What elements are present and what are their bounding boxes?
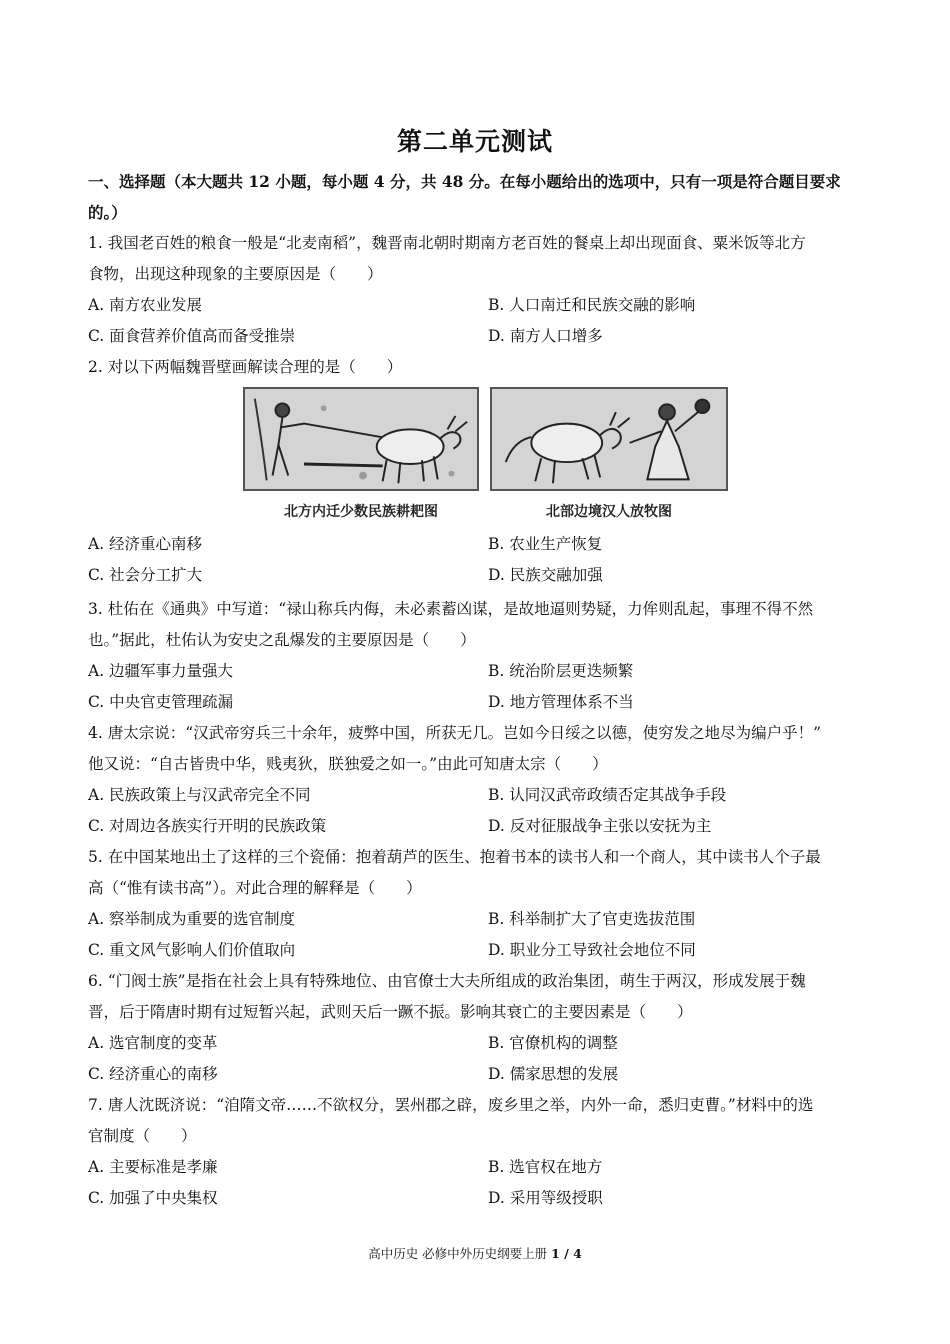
question-5 [88, 842, 868, 966]
question-stem-line: 晋，后于隋唐时期有过短暂兴起，武则天后一蹶不振。影响其衰亡的主要因素是（ ） [88, 1003, 693, 1021]
option-b[interactable]: B. 统治阶层更迭频繁 [488, 662, 634, 680]
option-a[interactable]: A. 南方农业发展 [88, 296, 203, 314]
question-stem-line: 5. 在中国某地出土了这样的三个瓷俑：抱着葫芦的医生、抱着书本的读书人和一个商人，其中读书人个子最 [88, 848, 821, 866]
option-d[interactable]: D. 采用等级授职 [488, 1189, 603, 1207]
option-b[interactable]: B. 农业生产恢复 [488, 535, 603, 553]
mural-figures [88, 383, 868, 529]
option-a[interactable]: A. 主要标准是孝廉 [88, 1158, 218, 1176]
option-d[interactable]: D. 儒家思想的发展 [488, 1065, 619, 1083]
option-a[interactable]: A. 察举制成为重要的选官制度 [88, 910, 296, 928]
ploughing-mural-image [243, 387, 479, 491]
question-stem-line: 官制度（ ） [88, 1127, 197, 1145]
question-stem-line: 也。”据此，杜佑认为安史之乱爆发的主要原因是（ ） [88, 631, 476, 649]
question-2 [88, 352, 868, 591]
option-d[interactable]: D. 地方管理体系不当 [488, 693, 634, 711]
question-stem-line: 4. 唐太宗说：“汉武帝穷兵三十余年，疲弊中国，所获无几。岂如今日绥之以德，使穷发之地尽为编户乎！” [88, 724, 822, 742]
option-d[interactable]: D. 南方人口增多 [488, 327, 603, 345]
option-a[interactable]: A. 边疆军事力量强大 [88, 662, 234, 680]
question-stem-line: 2. 对以下两幅魏晋壁画解读合理的是（ ） [88, 358, 403, 376]
question-stem-line: 3. 杜佑在《通典》中写道：“禄山称兵内侮，未必素蓄凶谋，是故地逼则势疑，力侔则乱起，事理不得不然 [88, 600, 814, 618]
question-stem-line: 7. 唐人沈既济说：“洎隋文帝……不欲权分，罢州郡之辟，废乡里之举，内外一命，悉归吏曹。”材料中的选 [88, 1096, 814, 1114]
option-a[interactable]: A. 选官制度的变革 [88, 1034, 218, 1052]
option-b[interactable]: B. 官僚机构的调整 [488, 1034, 618, 1052]
option-d[interactable]: D. 反对征服战争主张以安抚为主 [488, 817, 712, 835]
option-d[interactable]: D. 民族交融加强 [488, 566, 603, 584]
option-c[interactable]: C. 对周边各族实行开明的民族政策 [88, 817, 327, 835]
herding-mural-image [490, 387, 728, 491]
section-heading: 一、选择题（本大题共 12 小题，每小题 4 分，共 48 分。在每小题给出的选项中，只有一项是符合题目要求的。） [88, 172, 841, 222]
question-6 [88, 966, 868, 1090]
question-3 [88, 594, 868, 718]
question-stem-line: 6. “门阀士族”是指在社会上具有特殊地位、由官僚士大夫所组成的政治集团，萌生于两汉，形成发展于魏 [88, 972, 806, 990]
page-footer [0, 1244, 950, 1262]
option-c[interactable]: C. 经济重心的南移 [88, 1065, 218, 1083]
footer-text: 高中历史 必修中外历史纲要上册 [368, 1246, 552, 1261]
figure-caption-right: 北部边境汉人放牧图 [546, 504, 672, 520]
page-title: 第二单元测试 [396, 127, 553, 156]
question-stem-line: 1. 我国老百姓的粮食一般是“北麦南稻”，魏晋南北朝时期南方老百姓的餐桌上却出现面食、粟米饭等北方 [88, 234, 806, 252]
figure-caption-left: 北方内迁少数民族耕耙图 [284, 504, 438, 520]
option-c[interactable]: C. 中央官吏管理疏漏 [88, 693, 234, 711]
option-b[interactable]: B. 认同汉武帝政绩否定其战争手段 [488, 786, 727, 804]
question-7 [88, 1090, 868, 1214]
option-b[interactable]: B. 人口南迁和民族交融的影响 [488, 296, 696, 314]
question-stem-line: 他又说：“自古皆贵中华，贱夷狄，朕独爱之如一。”由此可知唐太宗（ ） [88, 755, 608, 773]
question-stem-line: 高（“惟有读书高”）。对此合理的解释是（ ） [88, 879, 422, 897]
question-stem-line: 食物，出现这种现象的主要原因是（ ） [88, 265, 383, 283]
option-c[interactable]: C. 面食营养价值高而备受推崇 [88, 327, 296, 345]
option-a[interactable]: A. 经济重心南移 [88, 535, 203, 553]
page-number: 1 / 4 [551, 1246, 582, 1261]
option-c[interactable]: C. 加强了中央集权 [88, 1189, 218, 1207]
option-b[interactable]: B. 选官权在地方 [488, 1158, 603, 1176]
option-d[interactable]: D. 职业分工导致社会地位不同 [488, 941, 696, 959]
question-4 [88, 718, 868, 842]
option-b[interactable]: B. 科举制扩大了官吏选拔范围 [488, 910, 696, 928]
option-a[interactable]: A. 民族政策上与汉武帝完全不同 [88, 786, 311, 804]
option-c[interactable]: C. 社会分工扩大 [88, 566, 203, 584]
option-c[interactable]: C. 重文风气影响人们价值取向 [88, 941, 296, 959]
question-1 [88, 228, 868, 352]
